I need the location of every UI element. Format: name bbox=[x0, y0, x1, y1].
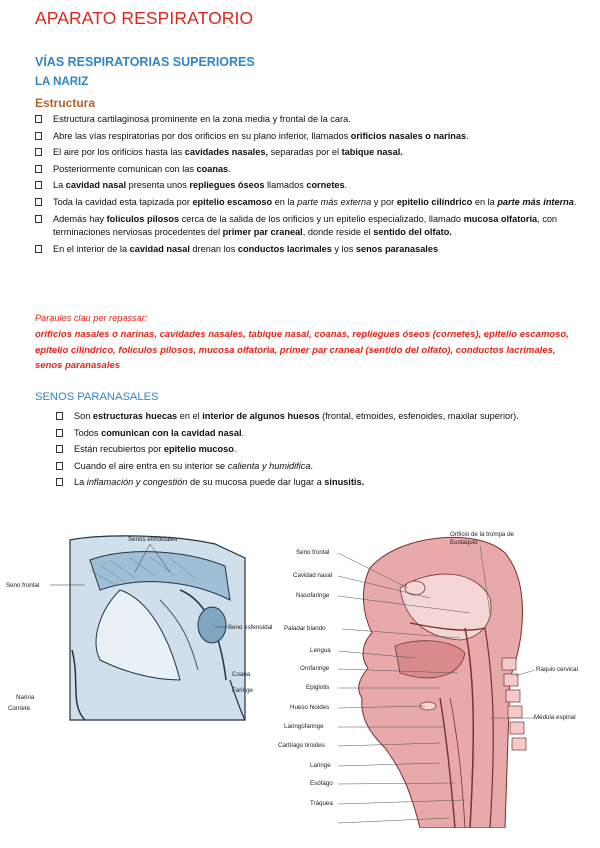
label-laringofaringe: Laringofaringe bbox=[284, 723, 324, 730]
keywords-label: Paraules clau per repassar: bbox=[35, 313, 148, 323]
bullet-text: . bbox=[228, 163, 231, 174]
label-coana: Coana bbox=[232, 671, 251, 678]
bullet-text: comunican con la cavidad nasal bbox=[101, 427, 242, 438]
bullet-text: (frontal, etmoides, esfenoides, maxilar superior). bbox=[319, 411, 519, 421]
page-title: APARATO RESPIRATORIO bbox=[35, 8, 254, 28]
bullet-text: cavidad nasal bbox=[65, 180, 127, 191]
bullet-item bbox=[35, 196, 580, 209]
bullet-text: epitelio escamoso bbox=[192, 196, 273, 207]
section-heading: VÍAS RESPIRATORIAS SUPERIORES bbox=[35, 55, 255, 69]
label-senos-etmoidales: Senos etmoidales bbox=[128, 536, 178, 543]
bullet-text: . bbox=[310, 460, 314, 471]
label-orofaringe: Orofaringe bbox=[300, 665, 330, 672]
checkbox-bullet-icon bbox=[35, 181, 42, 189]
label-raquis-cervical: Raquis cervical bbox=[536, 666, 578, 673]
bullet-item bbox=[56, 427, 556, 440]
bullet-text: y por bbox=[371, 196, 397, 207]
bullet-text: separadas por el bbox=[268, 147, 342, 158]
bullet-text: . bbox=[344, 180, 348, 191]
checkbox-bullet-icon bbox=[56, 429, 63, 437]
bullet-item bbox=[35, 179, 580, 192]
bullet-text: orificios nasales o narinas bbox=[350, 130, 467, 141]
bullet-text: Abre las vías respiratorias por dos orificios en su plano inferior, llamados bbox=[53, 130, 351, 141]
bullet-text: de su mucosa puede dar lugar a bbox=[187, 477, 325, 488]
bullet-item bbox=[56, 476, 556, 489]
keywords-text: orificios nasales o narinas, cavidades nasales, tabique nasal, coanas, repliegues óseos (cornetes), epitelio escamoso, epitelio cilíndrico, folículos pilosos, mucosa olfatoria, primer par craneal (sentido del olfato), conductos lacrimales, senos paranasales bbox=[35, 329, 569, 372]
label-hueso-hioides: Hueso hioides bbox=[290, 704, 330, 711]
nasal-cavity-figure bbox=[6, 530, 273, 725]
bullet-text: parte más interna bbox=[497, 196, 574, 207]
checkbox-bullet-icon bbox=[35, 215, 42, 223]
sinuses-list bbox=[56, 410, 556, 493]
bullet-text: interior de algunos huesos bbox=[202, 411, 320, 421]
bullet-text: mucosa olfatoria bbox=[463, 213, 538, 224]
label-laringe: Laringe bbox=[310, 762, 331, 769]
bullet-text: en el bbox=[177, 411, 203, 421]
bullet-text: en la bbox=[272, 196, 298, 207]
bullet-text: La bbox=[53, 180, 66, 191]
bullet-text: epitelio mucoso bbox=[163, 444, 234, 455]
bullet-text: Posteriormente comunican con las bbox=[53, 163, 197, 174]
checkbox-bullet-icon bbox=[35, 245, 42, 253]
bullet-text: , donde reside el bbox=[302, 226, 374, 237]
bullet-item bbox=[35, 130, 580, 143]
checkbox-bullet-icon bbox=[35, 148, 42, 156]
bullet-item bbox=[35, 113, 580, 126]
bullet-item bbox=[35, 213, 580, 240]
bullet-text: Toda la cavidad esta tapizada por bbox=[53, 196, 193, 207]
checkbox-bullet-icon bbox=[56, 478, 63, 486]
bullet-text: cavidades nasales, bbox=[184, 147, 269, 158]
checkbox-bullet-icon bbox=[56, 462, 63, 470]
bullet-text: epitelio cilíndrico bbox=[396, 196, 473, 207]
bullet-text: calienta y humidifica bbox=[227, 460, 311, 471]
bullet-item bbox=[56, 443, 556, 456]
checkbox-bullet-icon bbox=[56, 445, 63, 453]
bullet-text: Son bbox=[74, 411, 93, 421]
bullet-text: inflamación y congestión bbox=[86, 477, 188, 488]
head-sagittal-figure bbox=[278, 528, 590, 828]
bullet-text: , con terminaciones nerviosas procedentes del bbox=[53, 213, 558, 237]
bullet-text: parte más externa bbox=[297, 196, 372, 207]
bullet-text: Están recubiertos por bbox=[74, 444, 164, 455]
label-orificio-trompa: Orificio de la trompa de Eustaquio bbox=[450, 531, 514, 546]
bullet-item bbox=[35, 243, 580, 256]
bullet-text: llamados bbox=[264, 180, 307, 191]
label-esofago: Esófago bbox=[310, 780, 333, 787]
bullet-text: . bbox=[466, 130, 469, 141]
bullet-text: . bbox=[241, 427, 245, 438]
label-traquea: Tráquea bbox=[310, 800, 333, 807]
bullet-text: presenta unos bbox=[126, 180, 190, 191]
checkbox-bullet-icon bbox=[35, 165, 42, 173]
bullet-item bbox=[35, 163, 580, 176]
bullet-text: . bbox=[573, 196, 577, 207]
bullet-text: Todos bbox=[74, 427, 102, 438]
checkbox-bullet-icon bbox=[56, 412, 63, 420]
bullet-text: estructuras huecas bbox=[92, 411, 178, 421]
bullet-text: en la bbox=[472, 196, 498, 207]
bullet-text: Cuando el aire entra en su interior se bbox=[74, 460, 228, 471]
checkbox-bullet-icon bbox=[35, 132, 42, 140]
bullet-text: senos paranasales bbox=[355, 243, 439, 254]
bullet-text: folículos pilosos bbox=[106, 213, 180, 224]
bullet-text: primer par craneal bbox=[222, 226, 303, 237]
checkbox-bullet-icon bbox=[35, 115, 42, 123]
label-epiglotis: Epiglotis bbox=[306, 684, 330, 691]
bullet-text: drenan los bbox=[189, 243, 238, 254]
bullet-text: y los bbox=[331, 243, 356, 254]
bullet-text: sentido del olfato. bbox=[373, 226, 452, 237]
bullet-item bbox=[56, 410, 556, 423]
head-sagittal-illustration bbox=[290, 528, 590, 828]
label-seno-esfenoidal: Seno esfenoidal bbox=[228, 624, 273, 631]
label-cornete: Cornete bbox=[8, 705, 31, 712]
structure-heading: Estructura bbox=[35, 96, 96, 110]
label-lengua: Lengua bbox=[310, 647, 331, 654]
bullet-text: tabique nasal. bbox=[341, 147, 403, 158]
bullet-text: cornetes bbox=[306, 180, 345, 191]
bullet-text: sinusitis. bbox=[324, 477, 365, 488]
bullet-text: cerca de la salida de los orificios y un epitelio especializado, llamado bbox=[179, 213, 464, 224]
label-paladar-blando: Paladar blando bbox=[284, 625, 326, 632]
bullet-text: . bbox=[233, 444, 237, 455]
label-seno-frontal: Seno frontal bbox=[6, 582, 40, 589]
bullet-text: El aire por los orificios hasta las bbox=[53, 147, 185, 158]
bullet-text: La bbox=[74, 477, 87, 488]
checkbox-bullet-icon bbox=[35, 198, 42, 206]
bullet-text: coanas bbox=[196, 163, 229, 174]
nose-structure-list bbox=[35, 113, 580, 259]
bullet-text: En el interior de la bbox=[53, 243, 130, 254]
bullet-text: repliegues óseos bbox=[189, 180, 265, 191]
bullet-text: cavidad nasal bbox=[129, 243, 190, 254]
bullet-item bbox=[56, 460, 556, 473]
label-cartilago-tiroides: Cartílago tiroides bbox=[278, 742, 325, 749]
label-seno-frontal-2: Seno frontal bbox=[296, 549, 330, 556]
subsection-heading: LA NARIZ bbox=[35, 76, 89, 88]
bullet-item bbox=[35, 146, 580, 159]
bullet-text: Además hay bbox=[53, 213, 107, 224]
label-faringe: Faringe bbox=[232, 687, 253, 694]
label-medula-espinal: Médula espinal bbox=[534, 714, 576, 721]
bullet-text: Estructura cartilaginosa prominente en la zona media y frontal de la cara. bbox=[53, 114, 351, 124]
bullet-text: conductos lacrimales bbox=[237, 243, 332, 254]
label-cavidad-nasal: Cavidad nasal bbox=[293, 572, 333, 579]
label-narina: Narina bbox=[16, 694, 35, 701]
sinuses-heading: SENOS PARANASALES bbox=[35, 391, 159, 403]
label-nasofaringe: Nasofaringe bbox=[296, 592, 330, 599]
nasal-cavity-illustration bbox=[30, 530, 260, 725]
